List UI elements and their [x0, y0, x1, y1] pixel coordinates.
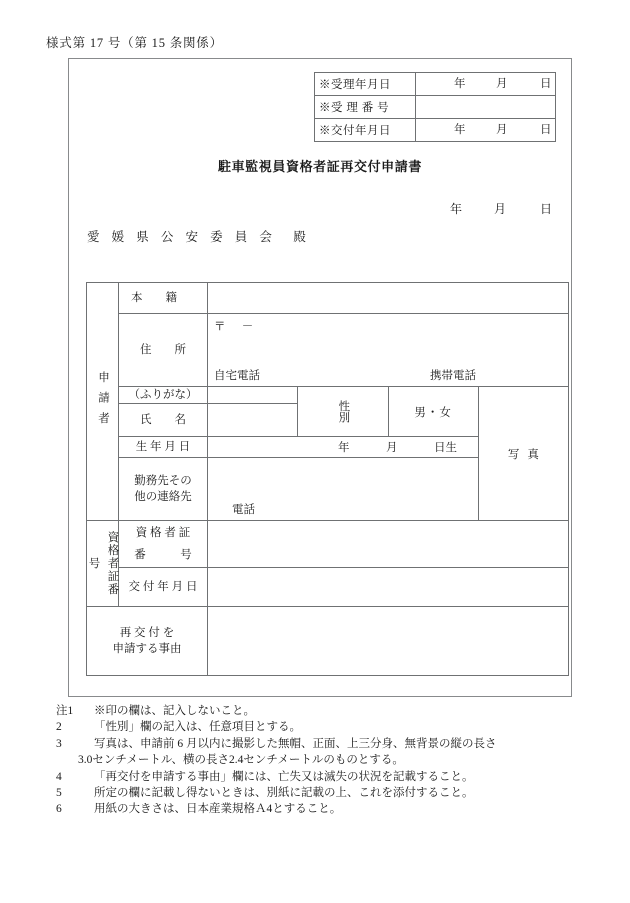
sex-options[interactable]: 男・女: [388, 387, 478, 437]
honseki-input[interactable]: [208, 283, 569, 314]
certificate-number-label-line1: 資 格 者 証: [135, 527, 191, 539]
note-text: 「性別」欄の記入は、任意項目とする。: [94, 721, 301, 734]
year-marker: 年: [454, 78, 466, 90]
day-marker: 日: [540, 202, 553, 216]
list-item: [56, 736, 596, 752]
workplace-label-line1: 勤務先その: [134, 475, 192, 487]
note-number: 4: [56, 770, 62, 783]
home-phone-label: 自宅電話: [214, 370, 260, 382]
certificate-issue-date-label: 交 付 年 月 日: [119, 568, 208, 607]
reason-label-line2: 申請する事由: [112, 643, 182, 655]
note-text: 所定の欄に記載し得ないときは、別紙に記載の上、これを添付すること。: [94, 787, 474, 800]
workplace-input[interactable]: [208, 458, 479, 521]
note-number: 1: [67, 705, 74, 717]
table-row-reason: [87, 607, 569, 676]
receipt-number-value[interactable]: [416, 96, 556, 119]
year-marker: 年: [450, 202, 463, 216]
note-number: 2: [56, 721, 62, 734]
year-marker: 年: [338, 442, 350, 454]
postal-mark-icon: 〒: [214, 321, 226, 333]
list-item: [56, 719, 596, 735]
application-main-table: [86, 282, 569, 676]
list-item: [56, 703, 596, 719]
certificate-number-label: [119, 521, 208, 568]
reason-label-line1: 再 交 付 を: [119, 627, 175, 639]
table-row-certificate-issue-date: [87, 568, 569, 607]
submission-date-line[interactable]: [432, 200, 562, 216]
note-number: 3: [56, 737, 62, 750]
table-row-honseki: [87, 283, 569, 314]
form-number-heading: 様式第 17 号（第 15 条関係）: [46, 36, 223, 50]
month-marker: 月: [496, 124, 508, 136]
receipt-date-value[interactable]: [416, 73, 556, 96]
month-marker: 月: [386, 442, 398, 454]
day-marker: 日: [540, 124, 552, 136]
note-text: 「再交付を申請する事由」欄には、亡失又は滅失の状況を記載すること。: [94, 770, 474, 783]
note-number: 6: [56, 803, 62, 816]
mobile-phone-label: 携帯電話: [430, 370, 476, 382]
furigana-input[interactable]: [208, 387, 298, 404]
month-marker: 月: [496, 78, 508, 90]
table-row-address: [87, 314, 569, 387]
honseki-label-text: 本 籍: [131, 291, 177, 304]
table-row-certificate-number: [87, 521, 569, 568]
workplace-label-line2: 他の連絡先: [134, 491, 192, 503]
photo-box[interactable]: 写真: [478, 387, 568, 521]
honseki-label: [119, 283, 208, 314]
sex-label: 性別: [298, 387, 388, 437]
furigana-label: （ふりがな）: [119, 387, 208, 404]
address-input[interactable]: [208, 314, 569, 387]
note-text: 写真は、申請前 6 月以内に撮影した無帽、正面、上三分身、無背景の縦の長さ: [94, 737, 497, 750]
certificate-section-vertical-label: 資格者証番号: [87, 521, 119, 607]
official-use-receipt-table: [314, 72, 556, 142]
table-row: [315, 119, 556, 142]
document-outer-frame: [68, 58, 572, 697]
table-row: [315, 73, 556, 96]
reason-input[interactable]: [208, 607, 569, 676]
note-continuation: 3.0センチメートル、横の長さ2.4センチメートルのものとする。: [78, 754, 404, 767]
note-number: 5: [56, 787, 62, 800]
receipt-number-label: ※受 理 番 号: [315, 96, 416, 119]
birthdate-input[interactable]: [208, 437, 479, 458]
reason-label: [87, 607, 208, 676]
month-marker: 月: [494, 202, 507, 216]
issue-date-value[interactable]: [416, 119, 556, 142]
note-marker-1: [56, 703, 94, 719]
name-label: 氏 名: [119, 404, 208, 437]
address-label: 住 所: [119, 314, 208, 387]
addressee-line: 愛 媛 県 公 安 委 員 会 殿: [87, 230, 311, 244]
note-text: ※印の欄は、記入しないこと。: [94, 705, 255, 717]
postal-dash: －: [241, 321, 254, 333]
day-marker: 日: [540, 78, 552, 90]
name-input[interactable]: [208, 404, 298, 437]
workplace-phone-label: 電話: [232, 504, 255, 516]
certificate-number-input[interactable]: [208, 521, 569, 568]
note-text: 用紙の大きさは、日本産業規格Ａ4とすること。: [94, 803, 342, 816]
postal-code-field[interactable]: [214, 318, 270, 334]
footnotes-section: [56, 703, 596, 818]
applicant-section-vertical-label: 申請者: [87, 283, 119, 521]
list-item: [56, 785, 596, 801]
birthdate-label: 生 年 月 日: [119, 437, 208, 458]
list-item: [56, 801, 596, 817]
notes-title-label: 注: [56, 705, 68, 717]
document-title: 駐車監視員資格者証再交付申請書: [217, 159, 422, 174]
receipt-date-label: ※受理年月日: [315, 73, 416, 96]
list-item: [56, 769, 596, 785]
issue-date-label: ※交付年月日: [315, 119, 416, 142]
day-marker: 日生: [434, 442, 457, 454]
table-row-furigana: [87, 387, 569, 404]
table-row: [315, 96, 556, 119]
year-marker: 年: [454, 124, 466, 136]
certificate-number-label-line2: 番 号: [134, 549, 192, 561]
workplace-label: [119, 458, 208, 521]
certificate-issue-date-input[interactable]: [208, 568, 569, 607]
